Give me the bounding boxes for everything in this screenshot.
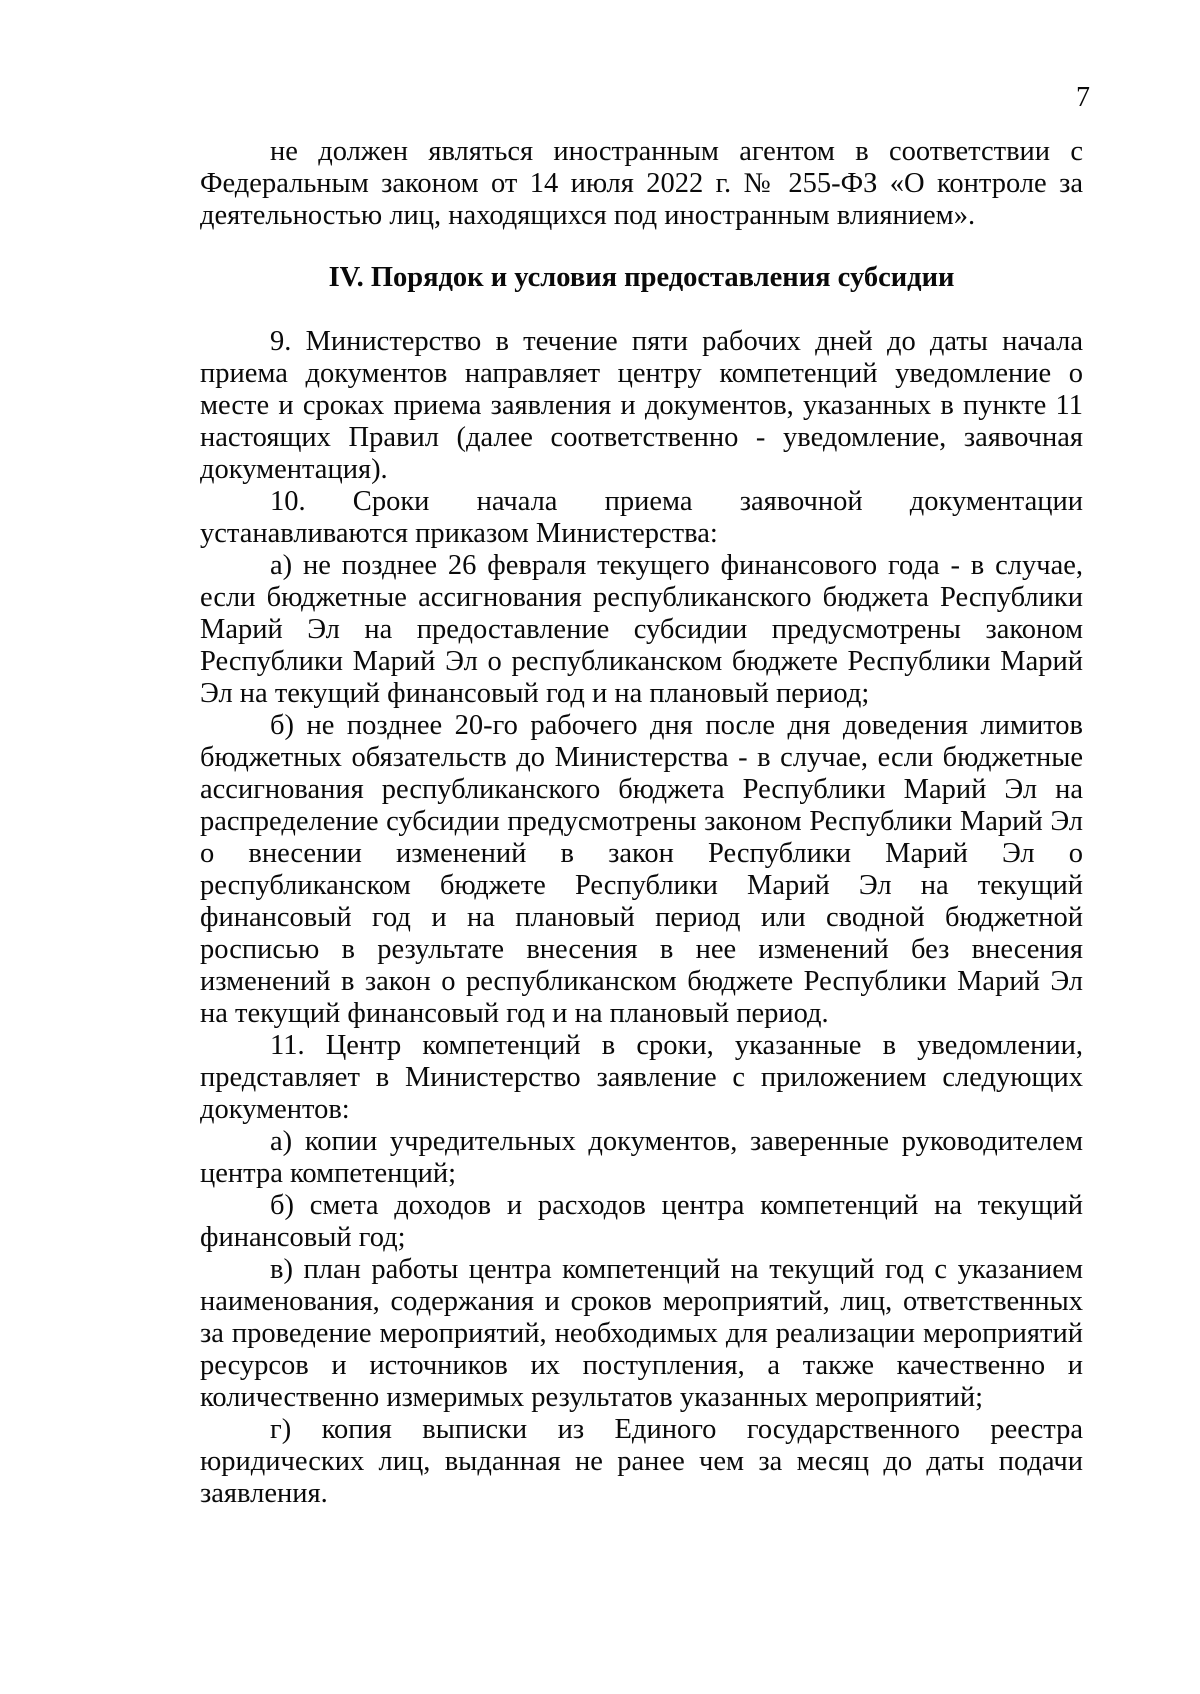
paragraph-11-v: в) план работы центра компетенций на текущий год с указанием наименования, содержания и сроков мероприятий, лиц, ответственных за проведение мероприятий, необходимых для реализации мероприятий ресурсов и источников их поступления, а также качественно и количественно измеримых результатов указанных мероприятий; <box>200 1254 1083 1413</box>
page-number: 7 <box>1076 82 1090 113</box>
paragraph-11-a: а) копии учредительных документов, заверенные руководителем центра компетенций; <box>200 1126 1083 1189</box>
section-heading: IV. Порядок и условия предоставления субсидии <box>328 262 955 293</box>
paragraph-10-a: а) не позднее 26 февраля текущего финансового года - в случае, если бюджетные ассигнования республиканского бюджета Республики Марий Эл на предоставление субсидии предусмотрены законом Республики Марий Эл о республиканском бюджете Республики Марий Эл на текущий финансовый год и на плановый период; <box>200 550 1083 709</box>
continuation-paragraph: не должен являться иностранным агентом в соответствии с Федеральным законом от 14 июля 2022 г. № 255-ФЗ «О контроле за деятельностью лиц, находящихся под иностранным влиянием». <box>200 136 1083 231</box>
paragraph-9: 9. Министерство в течение пяти рабочих дней до даты начала приема документов направляет центру компетенций уведомление о месте и сроках приема заявления и документов, указанных в пункте 11 настоящих Правил (далее соответственно - уведомление, заявочная документация). <box>200 326 1083 485</box>
paragraph-11: 11. Центр компетенций в сроки, указанные в уведомлении, представляет в Министерство заявление с приложением следующих документов: <box>200 1030 1083 1125</box>
paragraph-10: 10. Сроки начала приема заявочной документации устанавливаются приказом Министерства: <box>200 486 1083 549</box>
document-body <box>200 136 1083 1510</box>
paragraph-11-g: г) копия выписки из Единого государственного реестра юридических лиц, выданная не ранее чем за месяц до даты подачи заявления. <box>200 1414 1083 1509</box>
paragraph-11-b: б) смета доходов и расходов центра компетенций на текущий финансовый год; <box>200 1190 1083 1253</box>
paragraph-10-b: б) не позднее 20-го рабочего дня после дня доведения лимитов бюджетных обязательств до Министерства - в случае, если бюджетные ассигнования республиканского бюджета Республики Марий Эл на распределение субсидии предусмотрены законом Республики Марий Эл о внесении изменений в закон Республики Марий Эл о республиканском бюджете Республики Марий Эл на текущий финансовый год и на плановый период или сводной бюджетной росписью в результате внесения в нее изменений без внесения изменений в закон о республиканском бюджете Республики Марий Эл на текущий финансовый год и на плановый период. <box>200 710 1083 1029</box>
